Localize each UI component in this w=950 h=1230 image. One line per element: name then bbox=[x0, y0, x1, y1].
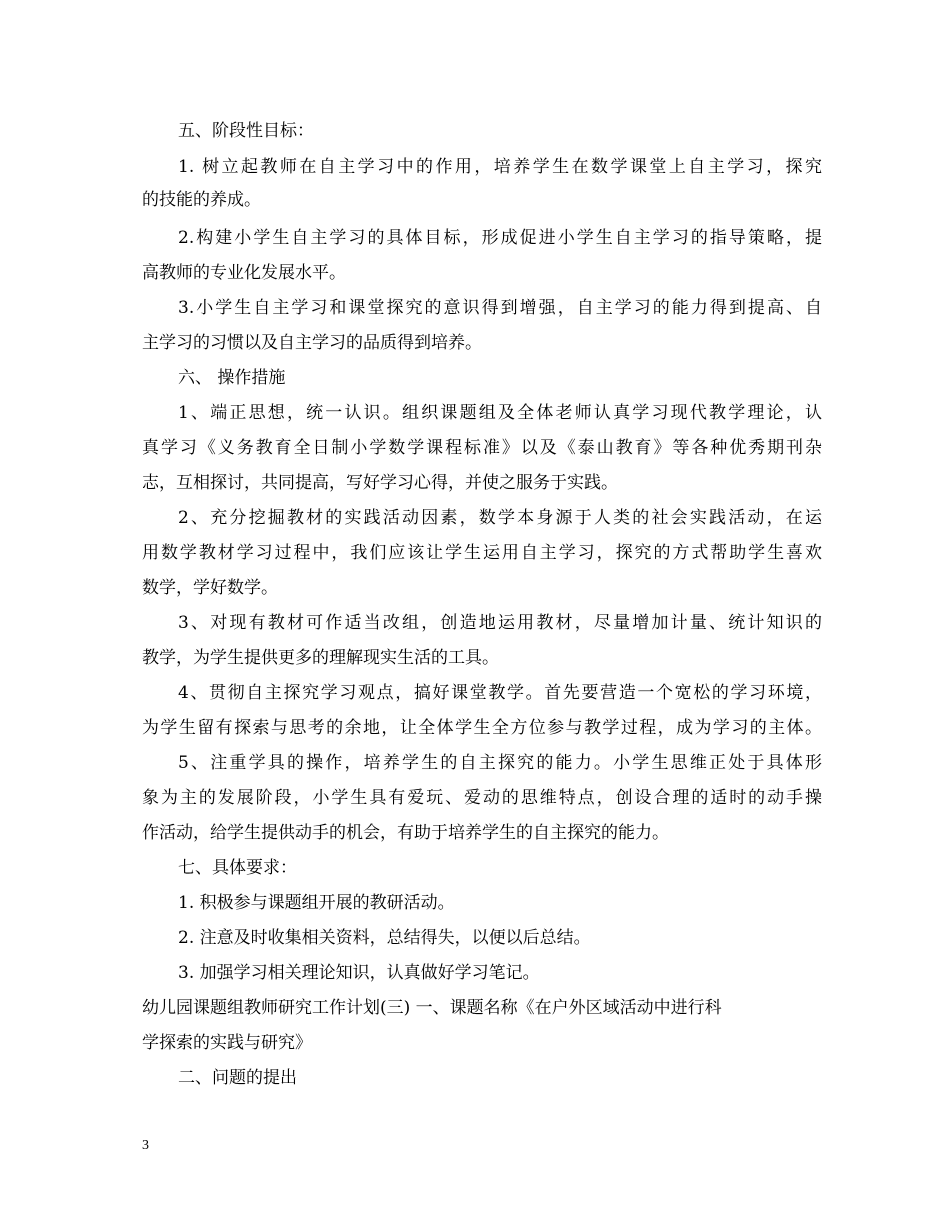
paragraph-line: 用数学教材学习过程中，我们应该让学生运用自主学习，探究的方式帮助学生喜欢 bbox=[142, 543, 822, 563]
page-number: 3 bbox=[142, 1138, 149, 1153]
paragraph-line: 5、注重学具的操作，培养学生的自主探究的能力。小学生思维正处于具体形 bbox=[178, 753, 822, 773]
plan-title-line: 幼儿园课题组教师研究工作计划(三) 一、课题名称《在户外区域活动中进行科 bbox=[142, 998, 722, 1018]
section-heading-phase-goals: 五、阶段性目标： bbox=[178, 121, 314, 141]
paragraph-line: 教学，为学生提供更多的理解现实生活的工具。 bbox=[142, 648, 499, 668]
paragraph-line: 2.构建小学生自主学习的具体目标，形成促进小学生自主学习的指导策略，提 bbox=[178, 228, 822, 248]
paragraph-line: 志，互相探讨，共同提高，写好学习心得，并使之服务于实践。 bbox=[142, 473, 618, 493]
paragraph-line: 作活动，给学生提供动手的机会，有助于培养学生的自主探究的能力。 bbox=[142, 823, 669, 843]
paragraph-line: 真学习《义务教育全日制小学数学课程标准》以及《泰山教育》等各种优秀期刊杂 bbox=[142, 438, 822, 458]
paragraph-line: 4、贯彻自主探究学习观点，搞好课堂教学。首先要营造一个宽松的学习环境， bbox=[178, 683, 822, 703]
paragraph-line: 高教师的专业化发展水平。 bbox=[142, 263, 346, 283]
paragraph-line: 3、对现有教材可作适当改组，创造地运用教材，尽量增加计量、统计知识的 bbox=[178, 613, 822, 633]
paragraph-line: 数学，学好数学。 bbox=[142, 578, 278, 598]
paragraph-line: 主学习的习惯以及自主学习的品质得到培养。 bbox=[142, 333, 482, 353]
paragraph-line: 象为主的发展阶段，小学生具有爱玩、爱动的思维特点，创设合理的适时的动手操 bbox=[142, 788, 822, 808]
paragraph-line: 3.小学生自主学习和课堂探究的意识得到增强，自主学习的能力得到提高、自 bbox=[178, 298, 822, 318]
paragraph-line: 1、端正思想，统一认识。组织课题组及全体老师认真学习现代教学理论，认 bbox=[178, 403, 822, 423]
list-item: 1. 积极参与课题组开展的教研活动。 bbox=[178, 893, 455, 913]
paragraph-line: 为学生留有探索与思考的余地，让全体学生全方位参与教学过程，成为学习的主体。 bbox=[142, 718, 822, 738]
section-heading-problem: 二、问题的提出 bbox=[178, 1068, 297, 1088]
list-item: 2. 注意及时收集相关资料，总结得失，以便以后总结。 bbox=[178, 928, 591, 948]
paragraph-line: 的技能的养成。 bbox=[142, 190, 261, 210]
paragraph-line: 1. 树立起教师在自主学习中的作用，培养学生在数学课堂上自主学习，探究 bbox=[178, 157, 822, 177]
paragraph-line: 2、充分挖掘教材的实践活动因素，数学本身源于人类的社会实践活动，在运 bbox=[178, 508, 822, 528]
list-item: 3. 加强学习相关理论知识，认真做好学习笔记。 bbox=[178, 963, 540, 983]
section-heading-measures: 六、 操作措施 bbox=[178, 368, 286, 388]
section-heading-requirements: 七、具体要求： bbox=[178, 858, 297, 878]
paragraph-line: 学探索的实践与研究》 bbox=[142, 1033, 312, 1053]
